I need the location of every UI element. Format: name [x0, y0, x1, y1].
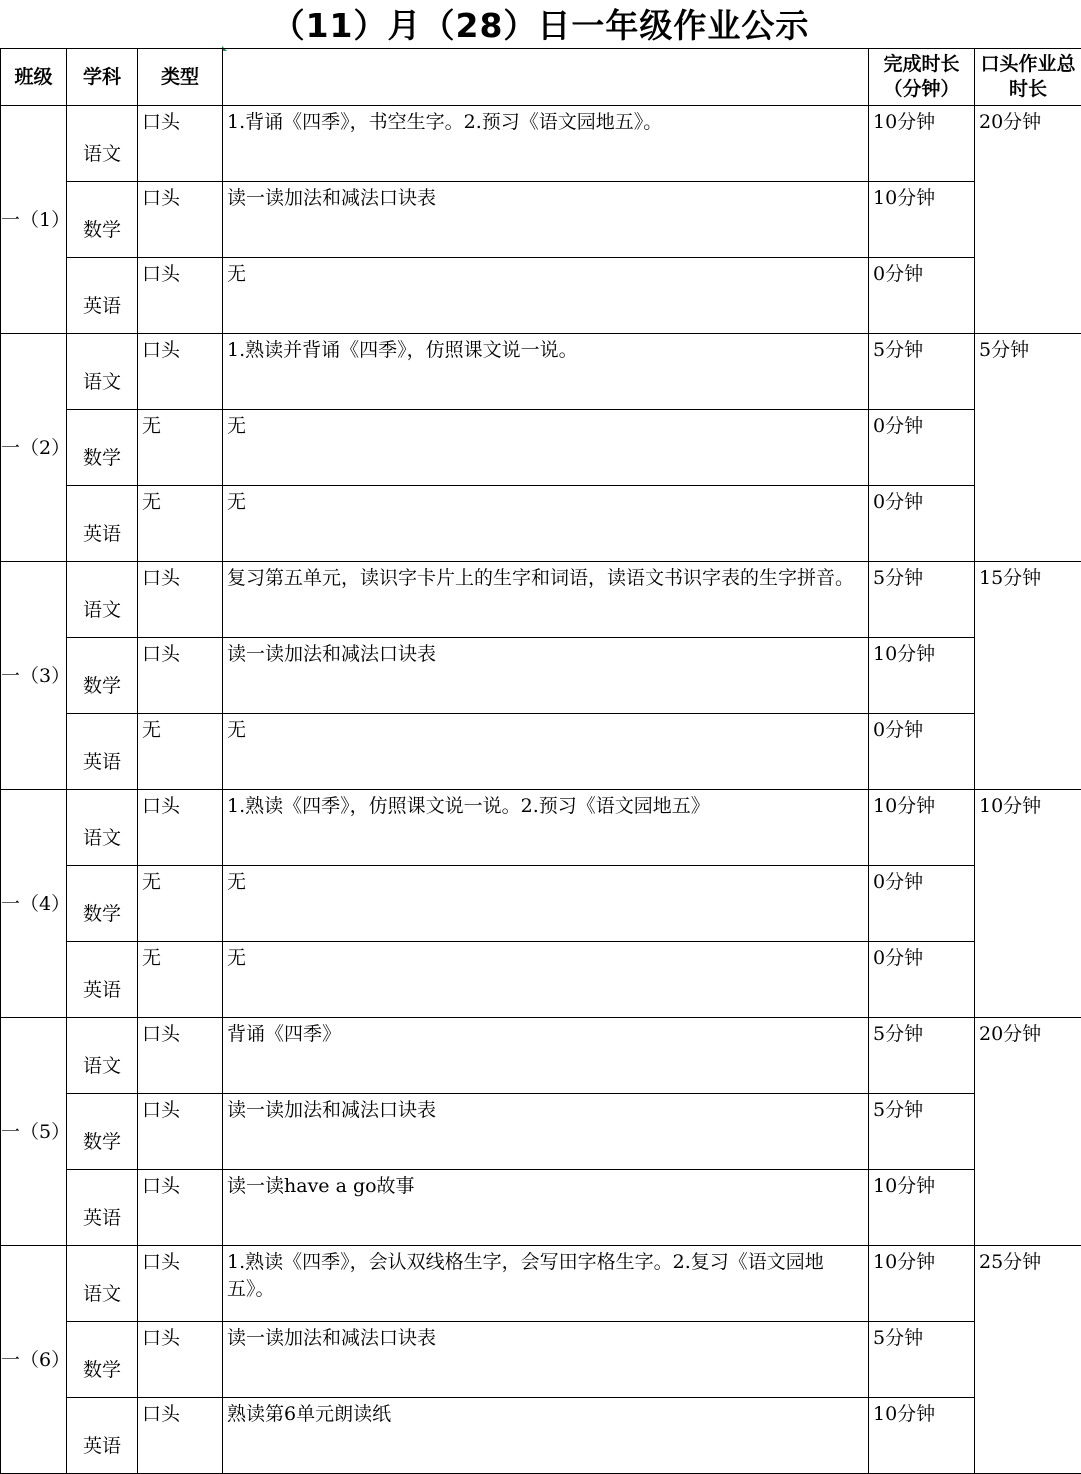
- subject-label: 数学: [83, 1337, 121, 1382]
- duration-cell: 0分钟: [869, 942, 975, 1018]
- homework-table-body: [1, 49, 1081, 1474]
- table-row: [1, 790, 1081, 866]
- table-row: [1, 410, 1081, 486]
- total-cell: 25分钟: [975, 1246, 1081, 1474]
- subject-label: 语文: [83, 1033, 121, 1078]
- content-cell: 读一读加法和减法口诀表: [223, 638, 869, 714]
- table-row: [1, 1094, 1081, 1170]
- duration-cell: 0分钟: [869, 866, 975, 942]
- content-cell: 无: [223, 714, 869, 790]
- table-row: [1, 638, 1081, 714]
- duration-cell: 5分钟: [869, 562, 975, 638]
- content-cell: 无: [223, 486, 869, 562]
- subject-cell: [67, 1018, 138, 1094]
- table-row: [1, 714, 1081, 790]
- table-row: [1, 1398, 1081, 1474]
- header-type: 类型: [138, 49, 223, 106]
- duration-cell: 10分钟: [869, 182, 975, 258]
- table-row: [1, 866, 1081, 942]
- subject-cell: [67, 106, 138, 182]
- content-cell: 1.熟读《四季》，会认双线格生字，会写田字格生字。2.复习《语文园地五》。: [223, 1246, 869, 1322]
- subject-cell: [67, 1170, 138, 1246]
- content-cell: 读一读have a go故事: [223, 1170, 869, 1246]
- header-total: 口头作业总时长: [975, 49, 1081, 106]
- class-cell: 一（4）: [1, 790, 67, 1018]
- subject-cell: [67, 334, 138, 410]
- subject-label: 英语: [83, 501, 121, 546]
- type-cell: 无: [138, 866, 223, 942]
- header-duration: 完成时长（分钟）: [869, 49, 975, 106]
- type-cell: 口头: [138, 182, 223, 258]
- table-row: [1, 258, 1081, 334]
- type-cell: 口头: [138, 562, 223, 638]
- type-cell: 口头: [138, 1398, 223, 1474]
- content-cell: 1.熟读《四季》，仿照课文说一说。2.预习《语文园地五》: [223, 790, 869, 866]
- total-cell: 5分钟: [975, 334, 1081, 562]
- duration-cell: 0分钟: [869, 486, 975, 562]
- type-cell: 口头: [138, 1322, 223, 1398]
- class-cell: 一（3）: [1, 562, 67, 790]
- type-cell: 无: [138, 410, 223, 486]
- subject-label: 数学: [83, 881, 121, 926]
- duration-cell: 10分钟: [869, 1170, 975, 1246]
- total-cell: 20分钟: [975, 106, 1081, 334]
- duration-cell: 10分钟: [869, 106, 975, 182]
- subject-label: 英语: [83, 1185, 121, 1230]
- content-cell: 1.背诵《四季》，书空生字。2.预习《语文园地五》。: [223, 106, 869, 182]
- type-cell: 口头: [138, 258, 223, 334]
- type-cell: 口头: [138, 1170, 223, 1246]
- class-cell: 一（1）: [1, 106, 67, 334]
- duration-cell: 10分钟: [869, 1246, 975, 1322]
- table-row: [1, 1018, 1081, 1094]
- total-cell: 15分钟: [975, 562, 1081, 790]
- subject-label: 数学: [83, 425, 121, 470]
- subject-label: 语文: [83, 349, 121, 394]
- homework-table: [0, 48, 1081, 1474]
- subject-cell: [67, 1322, 138, 1398]
- total-cell: 10分钟: [975, 790, 1081, 1018]
- header-content: [223, 49, 869, 106]
- subject-label: 语文: [83, 577, 121, 622]
- duration-cell: 5分钟: [869, 334, 975, 410]
- content-cell: 无: [223, 410, 869, 486]
- type-cell: 口头: [138, 638, 223, 714]
- subject-cell: [67, 1398, 138, 1474]
- content-cell: 读一读加法和减法口诀表: [223, 1322, 869, 1398]
- subject-cell: [67, 1094, 138, 1170]
- content-cell: 读一读加法和减法口诀表: [223, 182, 869, 258]
- total-cell: 20分钟: [975, 1018, 1081, 1246]
- subject-cell: [67, 638, 138, 714]
- table-row: [1, 1246, 1081, 1322]
- subject-label: 数学: [83, 653, 121, 698]
- type-cell: 口头: [138, 790, 223, 866]
- subject-cell: [67, 258, 138, 334]
- type-cell: 无: [138, 942, 223, 1018]
- table-row: [1, 486, 1081, 562]
- duration-cell: 0分钟: [869, 714, 975, 790]
- subject-label: 数学: [83, 197, 121, 242]
- content-cell: 背诵《四季》: [223, 1018, 869, 1094]
- class-cell: 一（5）: [1, 1018, 67, 1246]
- subject-label: 英语: [83, 1413, 121, 1458]
- subject-label: 英语: [83, 273, 121, 318]
- table-row: [1, 182, 1081, 258]
- header-class: 班级: [1, 49, 67, 106]
- type-cell: 口头: [138, 334, 223, 410]
- subject-label: 语文: [83, 805, 121, 850]
- subject-cell: [67, 1246, 138, 1322]
- subject-label: 语文: [83, 121, 121, 166]
- content-cell: 复习第五单元，读识字卡片上的生字和词语，读语文书识字表的生字拼音。: [223, 562, 869, 638]
- subject-cell: [67, 182, 138, 258]
- table-row: [1, 942, 1081, 1018]
- subject-cell: [67, 714, 138, 790]
- subject-cell: [67, 866, 138, 942]
- type-cell: 口头: [138, 106, 223, 182]
- subject-label: 英语: [83, 729, 121, 774]
- table-row: [1, 106, 1081, 182]
- table-row: [1, 1170, 1081, 1246]
- class-cell: 一（6）: [1, 1246, 67, 1474]
- duration-cell: 10分钟: [869, 1398, 975, 1474]
- table-row: [1, 1322, 1081, 1398]
- type-cell: 无: [138, 486, 223, 562]
- duration-cell: 10分钟: [869, 790, 975, 866]
- content-cell: 无: [223, 258, 869, 334]
- content-cell: 无: [223, 866, 869, 942]
- subject-label: 英语: [83, 957, 121, 1002]
- duration-cell: 0分钟: [869, 258, 975, 334]
- subject-cell: [67, 562, 138, 638]
- class-cell: 一（2）: [1, 334, 67, 562]
- content-cell: 1.熟读并背诵《四季》，仿照课文说一说。: [223, 334, 869, 410]
- subject-label: 语文: [83, 1261, 121, 1306]
- duration-cell: 5分钟: [869, 1018, 975, 1094]
- type-cell: 口头: [138, 1246, 223, 1322]
- duration-cell: 0分钟: [869, 410, 975, 486]
- header-row: [1, 49, 1081, 106]
- page-title: （11）月（28）日一年级作业公示: [0, 0, 1081, 48]
- header-subject: 学科: [67, 49, 138, 106]
- subject-cell: [67, 942, 138, 1018]
- type-cell: 口头: [138, 1094, 223, 1170]
- duration-cell: 5分钟: [869, 1094, 975, 1170]
- subject-cell: [67, 790, 138, 866]
- table-row: [1, 334, 1081, 410]
- subject-cell: [67, 486, 138, 562]
- subject-label: 数学: [83, 1109, 121, 1154]
- content-cell: 熟读第6单元朗读纸: [223, 1398, 869, 1474]
- duration-cell: 5分钟: [869, 1322, 975, 1398]
- type-cell: 口头: [138, 1018, 223, 1094]
- subject-cell: [67, 410, 138, 486]
- content-cell: 无: [223, 942, 869, 1018]
- table-row: [1, 562, 1081, 638]
- content-cell: 读一读加法和减法口诀表: [223, 1094, 869, 1170]
- type-cell: 无: [138, 714, 223, 790]
- duration-cell: 10分钟: [869, 638, 975, 714]
